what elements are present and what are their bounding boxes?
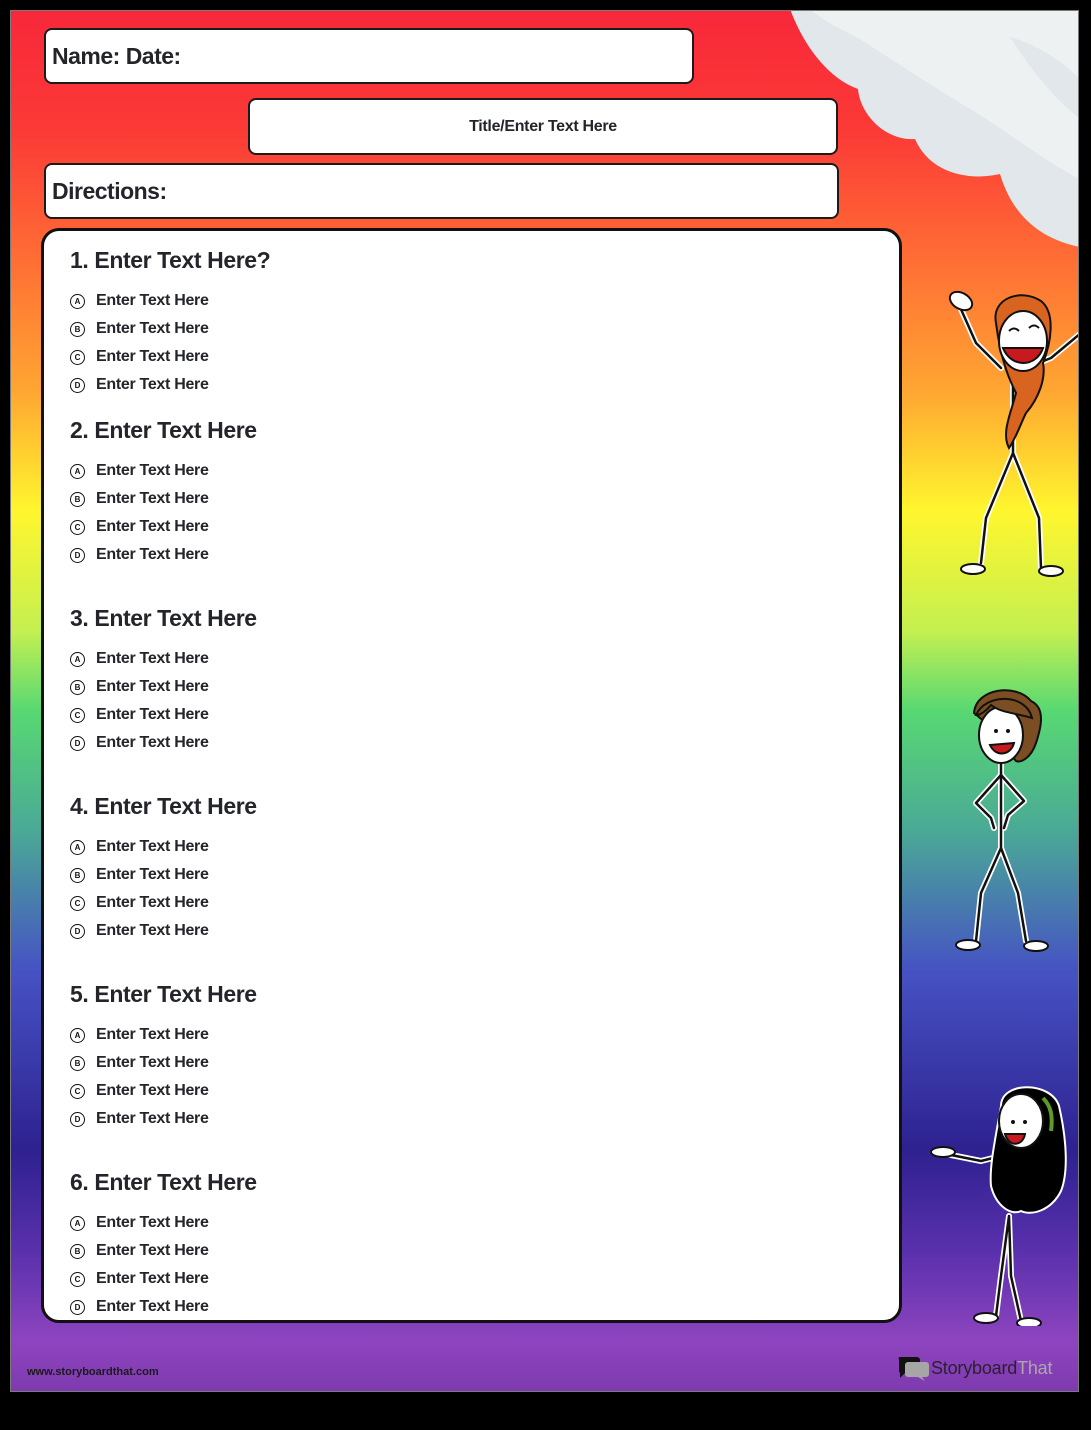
option-c[interactable] xyxy=(70,513,257,541)
stick-figure-brown-hair-icon xyxy=(946,683,1056,953)
option-c[interactable] xyxy=(70,889,257,917)
option-b[interactable] xyxy=(70,1049,257,1077)
option-b[interactable] xyxy=(70,315,270,343)
option-bubble-icon[interactable]: B xyxy=(70,868,85,883)
title-field[interactable] xyxy=(248,98,838,155)
option-bubble-icon[interactable]: D xyxy=(70,378,85,393)
brand-story-text: Storyboard xyxy=(931,1357,1018,1378)
option-a[interactable] xyxy=(70,457,257,485)
option-a[interactable] xyxy=(70,833,257,861)
question-2 xyxy=(70,415,257,569)
stick-figure-redhead-icon xyxy=(931,273,1079,578)
option-text: Enter Text Here xyxy=(96,1026,209,1043)
option-text: Enter Text Here xyxy=(96,320,209,337)
option-bubble-icon[interactable]: C xyxy=(70,350,85,365)
question-title[interactable]: 2. Enter Text Here xyxy=(70,417,257,443)
option-text: Enter Text Here xyxy=(96,1214,209,1231)
storyboardthat-logo[interactable] xyxy=(897,1355,1052,1381)
option-bubble-icon[interactable]: B xyxy=(70,680,85,695)
option-bubble-icon[interactable]: A xyxy=(70,464,85,479)
option-text: Enter Text Here xyxy=(96,1082,209,1099)
option-text: Enter Text Here xyxy=(96,838,209,855)
question-title[interactable]: 3. Enter Text Here xyxy=(70,605,257,631)
title-placeholder: Title/Enter Text Here xyxy=(469,117,617,135)
option-text: Enter Text Here xyxy=(96,706,209,723)
option-b[interactable] xyxy=(70,485,257,513)
option-text: Enter Text Here xyxy=(96,1110,209,1127)
speech-bubbles-icon xyxy=(897,1355,931,1381)
option-c[interactable] xyxy=(70,701,257,729)
option-text: Enter Text Here xyxy=(96,1270,209,1287)
option-bubble-icon[interactable]: B xyxy=(70,1056,85,1071)
stick-figure-black-hair-icon xyxy=(921,1076,1071,1326)
option-bubble-icon[interactable]: A xyxy=(70,1028,85,1043)
worksheet-page xyxy=(10,10,1079,1392)
option-text: Enter Text Here xyxy=(96,650,209,667)
directions-label: Directions: xyxy=(52,177,167,204)
question-6 xyxy=(70,1167,257,1321)
option-text: Enter Text Here xyxy=(96,546,209,563)
option-text: Enter Text Here xyxy=(96,1298,209,1315)
option-c[interactable] xyxy=(70,1265,257,1293)
directions-field[interactable] xyxy=(44,163,839,219)
option-text: Enter Text Here xyxy=(96,866,209,883)
option-a[interactable] xyxy=(70,287,270,315)
option-text: Enter Text Here xyxy=(96,518,209,535)
option-c[interactable] xyxy=(70,1077,257,1105)
option-d[interactable] xyxy=(70,917,257,945)
option-bubble-icon[interactable]: A xyxy=(70,1216,85,1231)
option-bubble-icon[interactable]: D xyxy=(70,924,85,939)
option-bubble-icon[interactable]: D xyxy=(70,1300,85,1315)
option-b[interactable] xyxy=(70,673,257,701)
option-b[interactable] xyxy=(70,1237,257,1265)
question-title[interactable]: 4. Enter Text Here xyxy=(70,793,257,819)
option-bubble-icon[interactable]: B xyxy=(70,1244,85,1259)
option-text: Enter Text Here xyxy=(96,1054,209,1071)
option-bubble-icon[interactable]: A xyxy=(70,840,85,855)
option-bubble-icon[interactable]: C xyxy=(70,708,85,723)
question-5 xyxy=(70,979,257,1133)
question-title[interactable]: 1. Enter Text Here? xyxy=(70,247,271,273)
option-a[interactable] xyxy=(70,1021,257,1049)
option-text: Enter Text Here xyxy=(96,734,209,751)
brand-that-text: That xyxy=(1017,1357,1053,1378)
brand-name xyxy=(931,1358,1052,1379)
option-bubble-icon[interactable]: A xyxy=(70,294,85,309)
option-text: Enter Text Here xyxy=(96,348,209,365)
question-4 xyxy=(70,791,257,945)
option-bubble-icon[interactable]: D xyxy=(70,548,85,563)
option-d[interactable] xyxy=(70,1293,257,1321)
footer-url[interactable]: www.storyboardthat.com xyxy=(27,1366,159,1378)
option-bubble-icon[interactable]: A xyxy=(70,652,85,667)
option-bubble-icon[interactable]: D xyxy=(70,1112,85,1127)
option-a[interactable] xyxy=(70,1209,257,1237)
name-date-field[interactable] xyxy=(44,28,694,84)
option-text: Enter Text Here xyxy=(96,292,209,309)
option-text: Enter Text Here xyxy=(96,922,209,939)
option-text: Enter Text Here xyxy=(96,1242,209,1259)
option-text: Enter Text Here xyxy=(96,490,209,507)
option-bubble-icon[interactable]: B xyxy=(70,492,85,507)
option-d[interactable] xyxy=(70,1105,257,1133)
option-bubble-icon[interactable]: D xyxy=(70,736,85,751)
option-bubble-icon[interactable]: C xyxy=(70,896,85,911)
option-text: Enter Text Here xyxy=(96,678,209,695)
option-bubble-icon[interactable]: C xyxy=(70,520,85,535)
option-text: Enter Text Here xyxy=(96,894,209,911)
option-bubble-icon[interactable]: C xyxy=(70,1084,85,1099)
option-text: Enter Text Here xyxy=(96,462,209,479)
questions-panel xyxy=(41,228,902,1323)
option-d[interactable] xyxy=(70,541,257,569)
option-text: Enter Text Here xyxy=(96,376,209,393)
question-1 xyxy=(70,245,270,399)
question-3 xyxy=(70,603,257,757)
option-a[interactable] xyxy=(70,645,257,673)
option-d[interactable] xyxy=(70,371,270,399)
question-title[interactable]: 6. Enter Text Here xyxy=(70,1169,257,1195)
option-bubble-icon[interactable]: B xyxy=(70,322,85,337)
option-c[interactable] xyxy=(70,343,270,371)
option-b[interactable] xyxy=(70,861,257,889)
name-date-label: Name: Date: xyxy=(52,42,181,69)
option-bubble-icon[interactable]: C xyxy=(70,1272,85,1287)
question-title[interactable]: 5. Enter Text Here xyxy=(70,981,257,1007)
option-d[interactable] xyxy=(70,729,257,757)
